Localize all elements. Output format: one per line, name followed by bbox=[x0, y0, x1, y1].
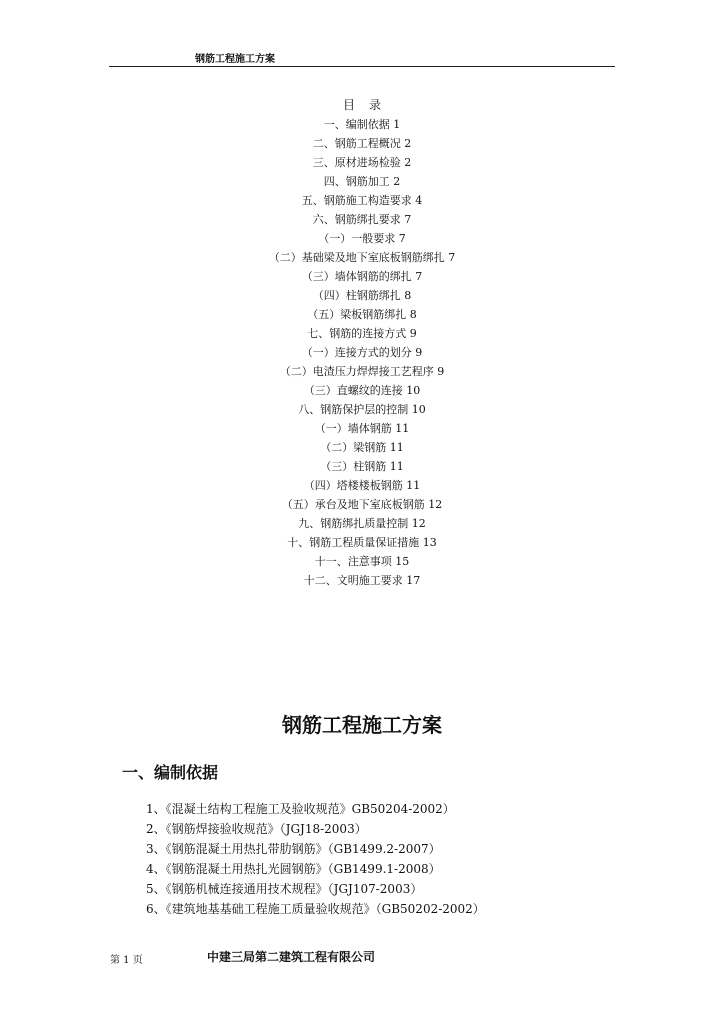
reference-item: 4、《钢筋混凝土用热扎光圆钢筋》（GB1499.1-2008） bbox=[146, 862, 441, 876]
toc-item: （二）基础梁及地下室底板钢筋绑扎 7 bbox=[268, 251, 456, 264]
page-header bbox=[109, 48, 615, 67]
page-number: 第 1 页 bbox=[110, 955, 143, 966]
reference-item: 6、《建筑地基基础工程施工质量验收规范》（GB50202-2002） bbox=[146, 902, 485, 916]
toc-item: （三）直螺纹的连接 10 bbox=[303, 384, 421, 397]
toc-item: 十一、注意事项 15 bbox=[314, 555, 410, 568]
header-title: 钢筋工程施工方案 bbox=[195, 54, 275, 65]
toc-item: （二）梁钢筋 11 bbox=[320, 441, 404, 454]
toc-item: 三、原材进场检验 2 bbox=[312, 156, 412, 169]
reference-list bbox=[146, 799, 485, 919]
toc-item: 九、钢筋绑扎质量控制 12 bbox=[298, 517, 426, 530]
toc-item: 一、编制依据 1 bbox=[323, 118, 401, 131]
toc-item: （二）电渣压力焊焊接工艺程序 9 bbox=[279, 365, 445, 378]
document-title: 钢筋工程施工方案 bbox=[282, 713, 442, 737]
toc-heading: 目录 bbox=[342, 98, 395, 112]
toc-item: 四、钢筋加工 2 bbox=[323, 175, 401, 188]
toc-item: 五、钢筋施工构造要求 4 bbox=[301, 194, 423, 207]
toc-item: （一）连接方式的划分 9 bbox=[301, 346, 423, 359]
section-heading: 一、编制依据 bbox=[122, 763, 219, 782]
toc-item: （四）柱钢筋绑扎 8 bbox=[312, 289, 412, 302]
table-of-contents bbox=[0, 96, 724, 590]
toc-item: （五）梁板钢筋绑扎 8 bbox=[307, 308, 417, 321]
reference-item: 3、《钢筋混凝土用热扎带肋钢筋》（GB1499.2-2007） bbox=[146, 842, 441, 856]
toc-item: 八、钢筋保护层的控制 10 bbox=[298, 403, 426, 416]
toc-item: 六、钢筋绑扎要求 7 bbox=[312, 213, 412, 226]
toc-item: 十、钢筋工程质量保证措施 13 bbox=[287, 536, 437, 549]
toc-item: （一）一般要求 7 bbox=[318, 232, 406, 245]
toc-item: （三）柱钢筋 11 bbox=[320, 460, 404, 473]
reference-item: 2、《钢筋焊接验收规范》（JGJ18-2003） bbox=[146, 822, 367, 836]
toc-item: （五）承台及地下室底板钢筋 12 bbox=[281, 498, 443, 511]
footer-company: 中建三局第二建筑工程有限公司 bbox=[207, 950, 376, 964]
reference-item: 1、《混凝土结构工程施工及验收规范》GB50204-2002） bbox=[146, 802, 455, 816]
toc-item: 二、钢筋工程概况 2 bbox=[312, 137, 412, 150]
toc-item: （四）塔楼楼板钢筋 11 bbox=[303, 479, 421, 492]
toc-item: （一）墙体钢筋 11 bbox=[314, 422, 410, 435]
toc-item: （三）墙体钢筋的绑扎 7 bbox=[301, 270, 423, 283]
reference-item: 5、《钢筋机械连接通用技术规程》（JGJ107-2003） bbox=[146, 882, 423, 896]
toc-item: 十二、文明施工要求 17 bbox=[303, 574, 421, 587]
toc-item: 七、钢筋的连接方式 9 bbox=[307, 327, 417, 340]
